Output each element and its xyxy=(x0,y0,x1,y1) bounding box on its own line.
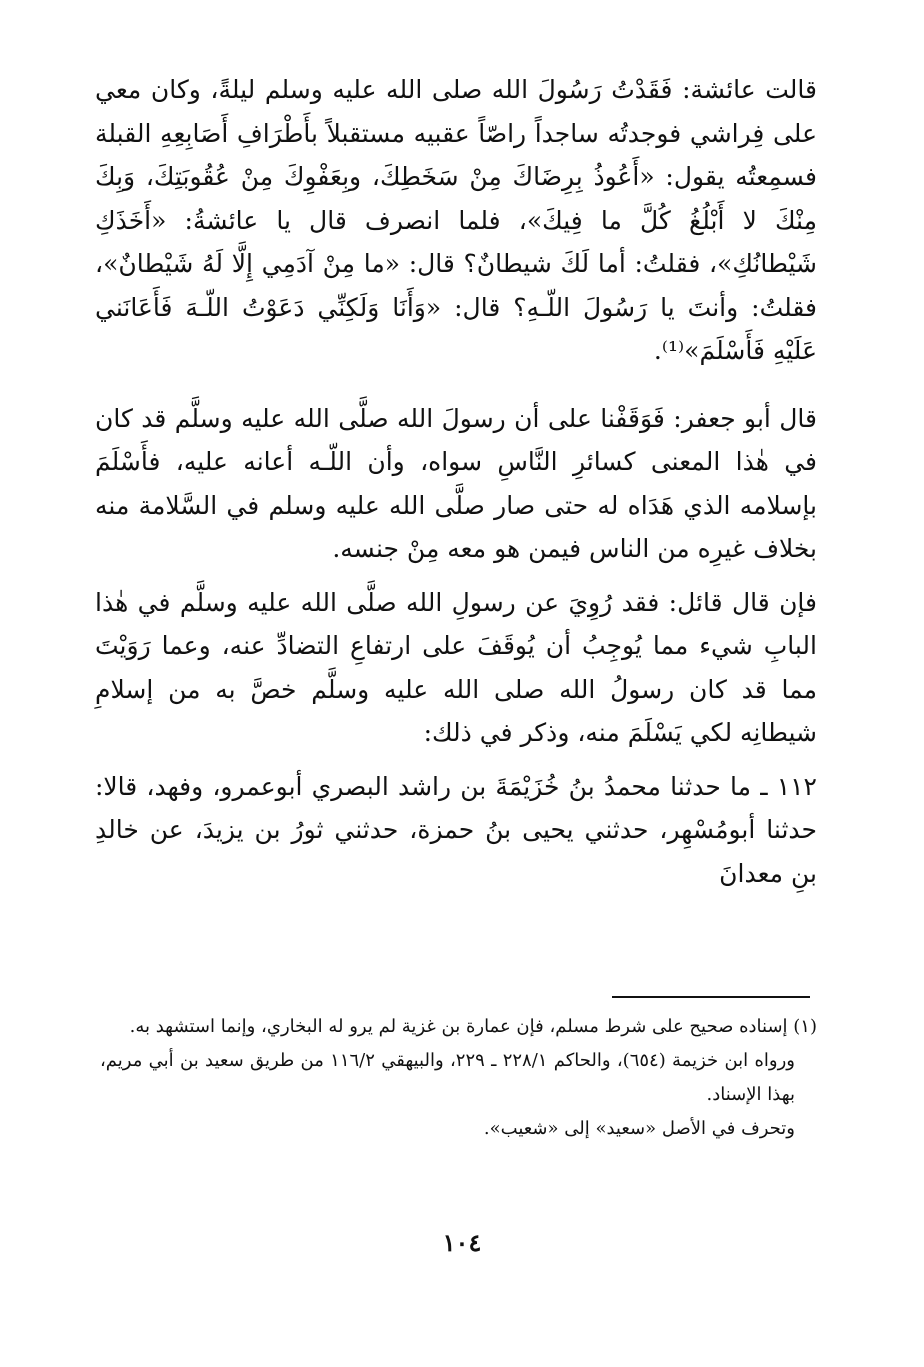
footnote-1-continuation-a: ورواه ابن خزيمة (٦٥٤)، والحاكم ٢٢٨/١ ـ ٢٢٩، والبيهقي ١١٦/٢ من طريق سعيد بن أبي مريم، بهذا الإسناد. xyxy=(100,1050,795,1105)
footnote-1-continuation-b: وتحرف في الأصل «سعيد» إلى «شعيب». xyxy=(483,1118,795,1139)
main-text-block xyxy=(95,68,817,895)
paragraph-objection: فإن قال قائل: فقد رُوِيَ عن رسولِ الله صلَّى الله عليه وسلَّم في هٰذا البابِ شيء مما يُوجِبُ أن يُوقَفَ على ارتفاعِ التضادِّ عنه، وعما رَوَيْتَ مما قد كان رسولُ الله صلى الله عليه وسلَّم خصَّ به من إسلامِ شيطانِه لكي يَسْلَمَ منه، وذكر في ذلك: xyxy=(95,587,817,747)
paragraph-aisha-hadith: قالت عائشة: فَقَدْتُ رَسُولَ الله صلى الله عليه وسلم ليلةً، وكان معي على فِراشي فوجدتُه ساجداً راصّاً عقبيه مستقبلاً بأَطْرَافِ أَصَابِعِهِ القبلة فسمِعتُه يقول: «أَعُوذُ بِرِضَاكَ مِنْ سَخَطِكَ، وبِعَفْوِكَ مِنْ عُقُوبَتِكَ، وَبِكَ مِنْكَ لا أَبْلُغُ كُلَّ ما فِيكَ»، فلما انصرف قال يا عائشةُ: «أَخَذَكِ شَيْطانُكِ»، فقلتُ: أما لَكَ شيطانٌ؟ قال: «ما مِنْ آدَمِي إِلَّا لَهُ شَيْطانٌ»، فقلتُ: وأنتَ يا رَسُولَ اللّـهِ؟ قال: «وَأَنَا وَلَكِنِّي دَعَوْتُ اللّـهَ فَأَعَانَني عَلَيْهِ فَأَسْلَمَ»⁽¹⁾. xyxy=(95,75,817,365)
paragraph-abu-jafar: قال أبو جعفر: فَوَقَفْنا على أن رسولَ الله صلَّى الله عليه وسلَّم قد كان في هٰذا المعنى كسائرِ النَّاسِ سواه، وأن اللّـه أعانه عليه، فأَسْلَمَ بإسلامه الذي هَدَاه له حتى صار صلَّى الله عليه وسلم في السَّلامة منه بخلاف غيرِه من الناس فيمن هو معه مِنْ جنسه. xyxy=(95,403,817,563)
footnote-divider xyxy=(612,996,810,998)
footnote-1: (١) إسناده صحيح على شرط مسلم، فإن عمارة بن غزية لم يرو له البخاري، وإنما استشهد به. xyxy=(129,1016,817,1037)
footnotes-block xyxy=(100,1010,817,1146)
paragraph-hadith-112: ١١٢ ـ ما حدثنا محمدُ بنُ خُزَيْمَةَ بن راشد البصري أبوعمرو، وفهد، قالا: حدثنا أبومُسْهِر، حدثني يحيى بنُ حمزة، حدثني ثورُ بن يزيدَ، عن خالدِ بنِ معدانَ xyxy=(95,771,817,888)
page-number: ١٠٤ xyxy=(442,1228,482,1257)
